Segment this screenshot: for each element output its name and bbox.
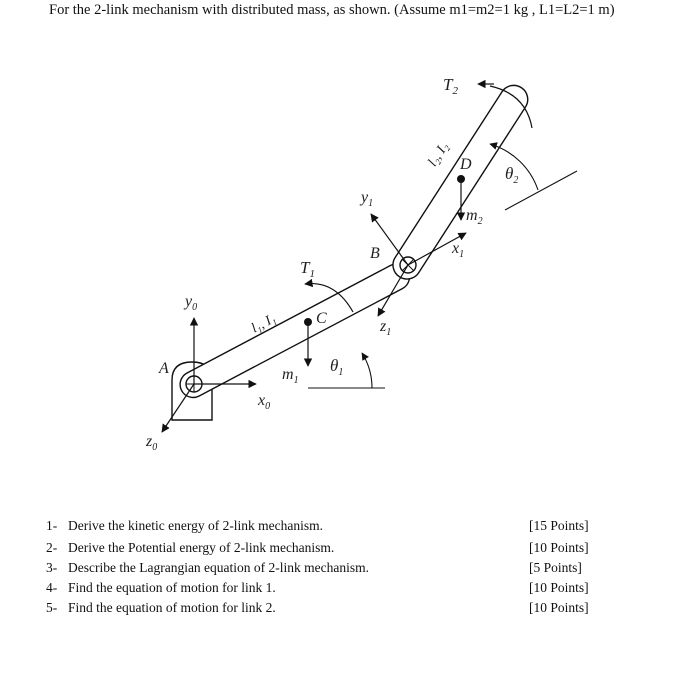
question-item: 4- Find the equation of motion for link 1. bbox=[46, 580, 276, 595]
points-label: [15 Points] bbox=[529, 518, 589, 533]
label-link2-length-inertia: l₂, I₂ bbox=[425, 139, 452, 170]
label-y0: $y_0$ bbox=[185, 293, 198, 313]
question-item: 2- Derive the Potential energy of 2-link mechanism. bbox=[46, 540, 335, 555]
label-link1-length-inertia: l₁, I₁ bbox=[249, 311, 279, 337]
label-t1: $T_1$ bbox=[300, 258, 315, 280]
label-c: C bbox=[316, 310, 327, 327]
question-item: 3- Describe the Lagrangian equation of 2-link mechanism. bbox=[46, 560, 370, 575]
label-m2: $m_2$ bbox=[466, 207, 483, 227]
theta1-arc bbox=[362, 353, 372, 388]
label-b: B bbox=[370, 245, 380, 262]
points-label: [5 Points] bbox=[529, 560, 582, 575]
points-label: [10 Points] bbox=[529, 540, 589, 555]
problem-statement: For the 2-link mechanism with distributed mass, as shown. (Assume m1=m2=1 kg , L1=L2=1 m) bbox=[49, 2, 615, 18]
points-label: [10 Points] bbox=[529, 600, 589, 615]
points-label: [10 Points] bbox=[529, 580, 589, 595]
label-m1: $m_1$ bbox=[282, 366, 299, 386]
label-x0: $x_0$ bbox=[258, 392, 271, 412]
label-d: D bbox=[460, 156, 472, 173]
label-a: A bbox=[159, 360, 169, 377]
label-t2: $T_2$ bbox=[443, 75, 458, 97]
question-item: 1- Derive the kinetic energy of 2-link mechanism. bbox=[46, 518, 324, 533]
label-theta1: $\theta_1$ bbox=[330, 356, 344, 378]
label-x1: $x_1$ bbox=[452, 240, 465, 260]
label-theta2: $\theta_2$ bbox=[505, 164, 519, 186]
label-z0: $z_0$ bbox=[146, 433, 158, 453]
label-y1: $y_1$ bbox=[361, 189, 374, 209]
label-z1: $z_1$ bbox=[380, 318, 392, 338]
question-item: 5- Find the equation of motion for link 2. bbox=[46, 600, 276, 615]
